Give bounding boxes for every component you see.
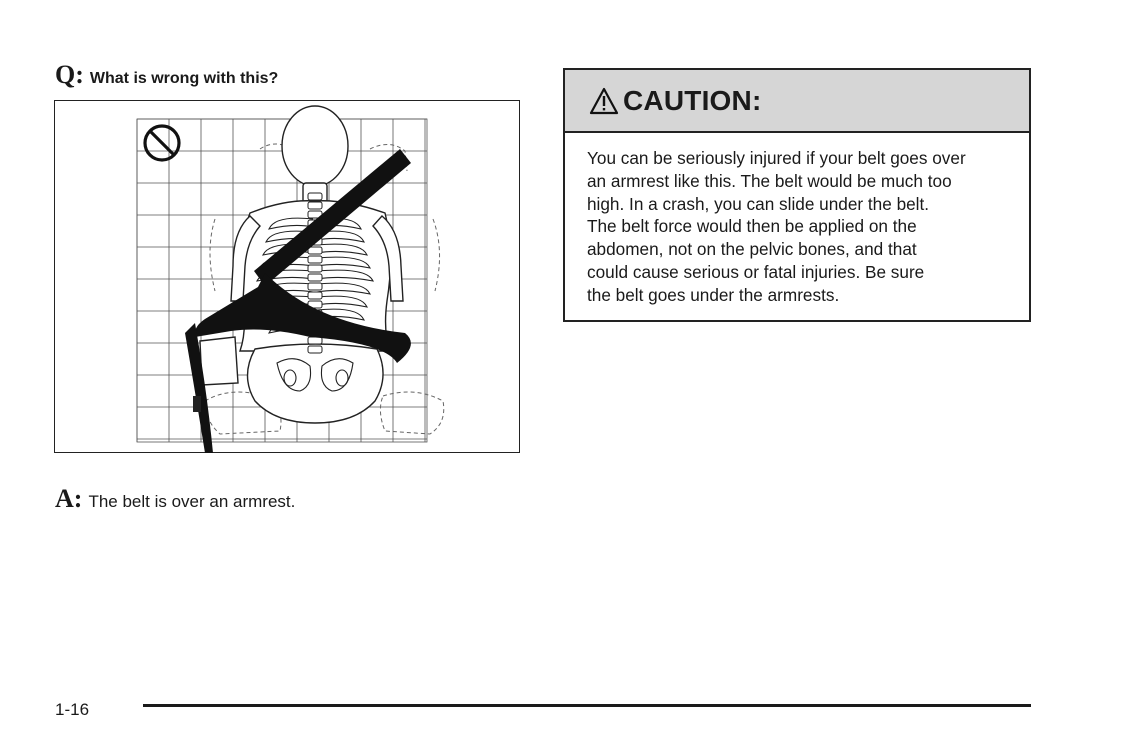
caution-line: abdomen, not on the pelvic bones, and that [587,239,917,260]
caution-line: You can be seriously injured if your belt goes over [587,148,966,168]
page-number: 1-16 [55,700,90,719]
armrest [200,337,238,385]
skeleton-illustration [55,101,521,454]
question-text: What is wrong with this? [89,70,279,87]
answer-line [55,484,295,514]
caution-body [565,133,1029,307]
question-label: Q: [55,60,84,89]
warning-triangle-icon [589,87,619,115]
question-line [55,60,278,90]
seatbelt-illustration-figure [54,100,520,453]
caution-line: the belt goes under the armrests. [587,284,840,305]
footer-rule [143,704,1031,707]
caution-title: CAUTION: [623,84,762,116]
caution-header [565,70,1029,133]
answer-label: A: [55,484,83,513]
prohibited-icon [145,126,179,160]
answer-text: The belt is over an armrest. [88,492,296,511]
caution-line: could cause serious or fatal injuries. Be sure [587,261,925,282]
caution-line: an armrest like this. The belt would be much too [587,170,952,191]
caution-line: high. In a crash, you can slide under the belt. [587,193,930,214]
caution-box [563,68,1031,322]
caution-line: The belt force would then be applied on the [587,216,917,237]
